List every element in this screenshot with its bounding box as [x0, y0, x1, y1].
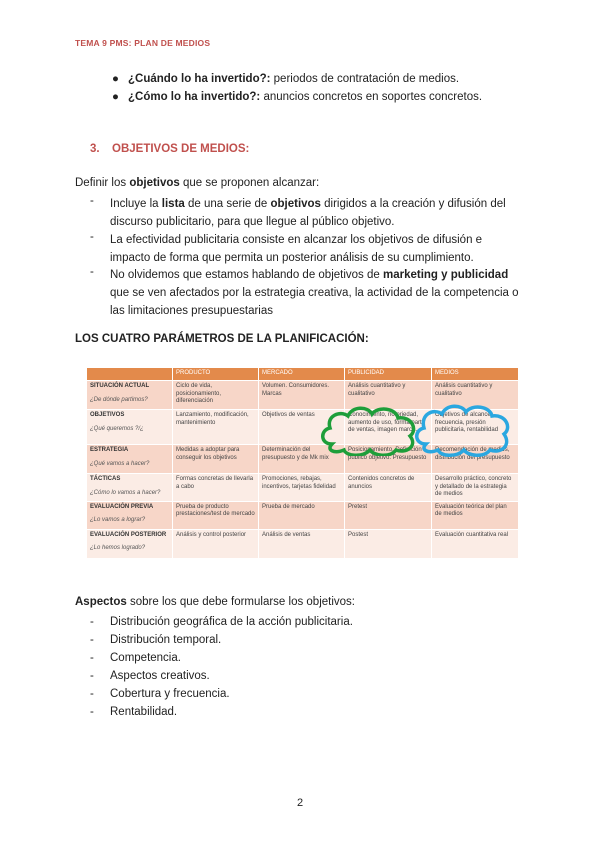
table-row — [87, 529, 519, 558]
table-cell: Desarrollo práctico, concreto y detallado de la estrategia de medios — [432, 474, 519, 502]
column-header — [87, 368, 173, 381]
dash-marker: - — [90, 266, 94, 278]
table-cell: Prueba de mercado — [259, 501, 345, 529]
table-cell: Prueba de producto prestaciones/test de mercado — [173, 501, 259, 529]
bullet-dot-icon: ● — [112, 91, 119, 103]
aspects-section — [75, 596, 355, 724]
table-cell: Ciclo de vida, posicionamiento, diferenciación — [173, 381, 259, 410]
column-header: MEDIOS — [432, 368, 519, 381]
table-row — [87, 474, 519, 502]
list-item: - Rentabilidad. — [90, 706, 178, 718]
row-header: EVALUACIÓN PREVIA ¿Lo vamos a lograr? — [87, 501, 173, 529]
table-cell: Volumen. Consumidores. Marcas — [259, 381, 345, 410]
table-cell: Conocimiento, notoriedad, aumento de uso, forma parte de ventas, imagen marca... — [345, 410, 432, 445]
table-cell: Posicionamiento. Definición público objetivo. Presupuesto — [345, 445, 432, 474]
table-heading: LOS CUATRO PARÁMETROS DE LA PLANIFICACIÓN: — [75, 333, 369, 345]
table-cell: Recomendación de medios, distribución del presupuesto — [432, 445, 519, 474]
table-cell: Objetivos de alcance, frecuencia, presión publicitaria, rentabilidad — [432, 410, 519, 445]
column-header: MERCADO — [259, 368, 345, 381]
bullet-item — [112, 73, 460, 85]
column-header: PRODUCTO — [173, 368, 259, 381]
table-cell: Análisis cuantitativo y cualitativo — [432, 381, 519, 410]
dash-item: Incluye la lista de una serie de objetivos dirigidos a la creación y difusión del discurso publicitario, para que llegue al público objetivo. — [110, 198, 506, 228]
table-cell: Objetivos de ventas — [259, 410, 345, 445]
table-row — [87, 501, 519, 529]
bullet-item — [112, 91, 483, 103]
aspects-intro: Aspectos sobre los que debe formularse los objetivos: — [75, 596, 355, 608]
bullet-text: periodos de contratación de medios. — [270, 73, 460, 85]
dash-marker: - — [90, 195, 94, 207]
table-cell: Postest — [345, 529, 432, 558]
list-item: - Cobertura y frecuencia. — [90, 688, 230, 700]
table-cell: Evaluación teórica del plan de medios — [432, 501, 519, 529]
page-number: 2 — [296, 797, 304, 809]
table-row — [87, 381, 519, 410]
dash-item: No olvidemos que estamos hablando de objetivos de marketing y publicidad que se ven afectados por la estrategia creativa, la actividad de la competencia o las limitaciones presupuestarias — [110, 269, 519, 317]
row-header: SITUACIÓN ACTUAL ¿De dónde partimos? — [87, 381, 173, 410]
table-row — [87, 445, 519, 474]
table-cell: Medidas a adoptar para conseguir los objetivos — [173, 445, 259, 474]
table-cell: Promociones, rebajas, incentivos, tarjetas fidelidad — [259, 474, 345, 502]
table-row — [87, 410, 519, 445]
row-header: OBJETIVOS ¿Qué queremos ?/¿ — [87, 410, 173, 445]
list-item: - Competencia. — [90, 652, 181, 664]
section-number: 3. — [90, 143, 100, 155]
bullet-bold: ¿Cuándo lo ha invertido?: — [128, 73, 271, 85]
table-cell: Contenidos concretos de anuncios — [345, 474, 432, 502]
row-header: ESTRATEGIA ¿Qué vamos a hacer? — [87, 445, 173, 474]
section-heading — [90, 143, 249, 155]
list-item: - Distribución temporal. — [90, 634, 222, 646]
row-header: EVALUACIÓN POSTERIOR ¿Lo hemos logrado? — [87, 529, 173, 558]
table-cell: Pretest — [345, 501, 432, 529]
table-cell: Lanzamiento, modificación, mantenimiento — [173, 410, 259, 445]
table-cell: Evaluación cuantitativa real — [432, 529, 519, 558]
table-header-row — [87, 368, 519, 381]
table-cell: Determinación del presupuesto y de Mk mix — [259, 445, 345, 474]
dash-item: La efectividad publicitaria consiste en alcanzar los objetivos de difusión e impacto de forma que permita un posterior análisis de su cumplimiento. — [110, 234, 483, 264]
page-header: TEMA 9 PMS: PLAN DE MEDIOS — [75, 38, 211, 48]
planning-table — [86, 367, 519, 559]
bullet-bold: ¿Cómo lo ha invertido?: — [128, 91, 261, 103]
bullet-text: anuncios concretos en soportes concretos. — [260, 91, 483, 103]
table-cell: Análisis cuantitativo y cualitativo — [345, 381, 432, 410]
table-cell: Análisis y control posterior — [173, 529, 259, 558]
intro-paragraph: Definir los objetivos que se proponen alcanzar: — [75, 177, 320, 189]
table-cell: Formas concretas de llevarla a cabo — [173, 474, 259, 502]
bullet-dot-icon: ● — [112, 73, 119, 85]
list-item: - Aspectos creativos. — [90, 670, 210, 682]
table-cell: Análisis de ventas — [259, 529, 345, 558]
row-header: TÁCTICAS ¿Cómo lo vamos a hacer? — [87, 474, 173, 502]
dash-marker: - — [90, 231, 94, 243]
section-title: OBJETIVOS DE MEDIOS: — [112, 143, 250, 155]
column-header: PUBLICIDAD — [345, 368, 432, 381]
list-item: - Distribución geográfica de la acción publicitaria. — [90, 616, 353, 628]
